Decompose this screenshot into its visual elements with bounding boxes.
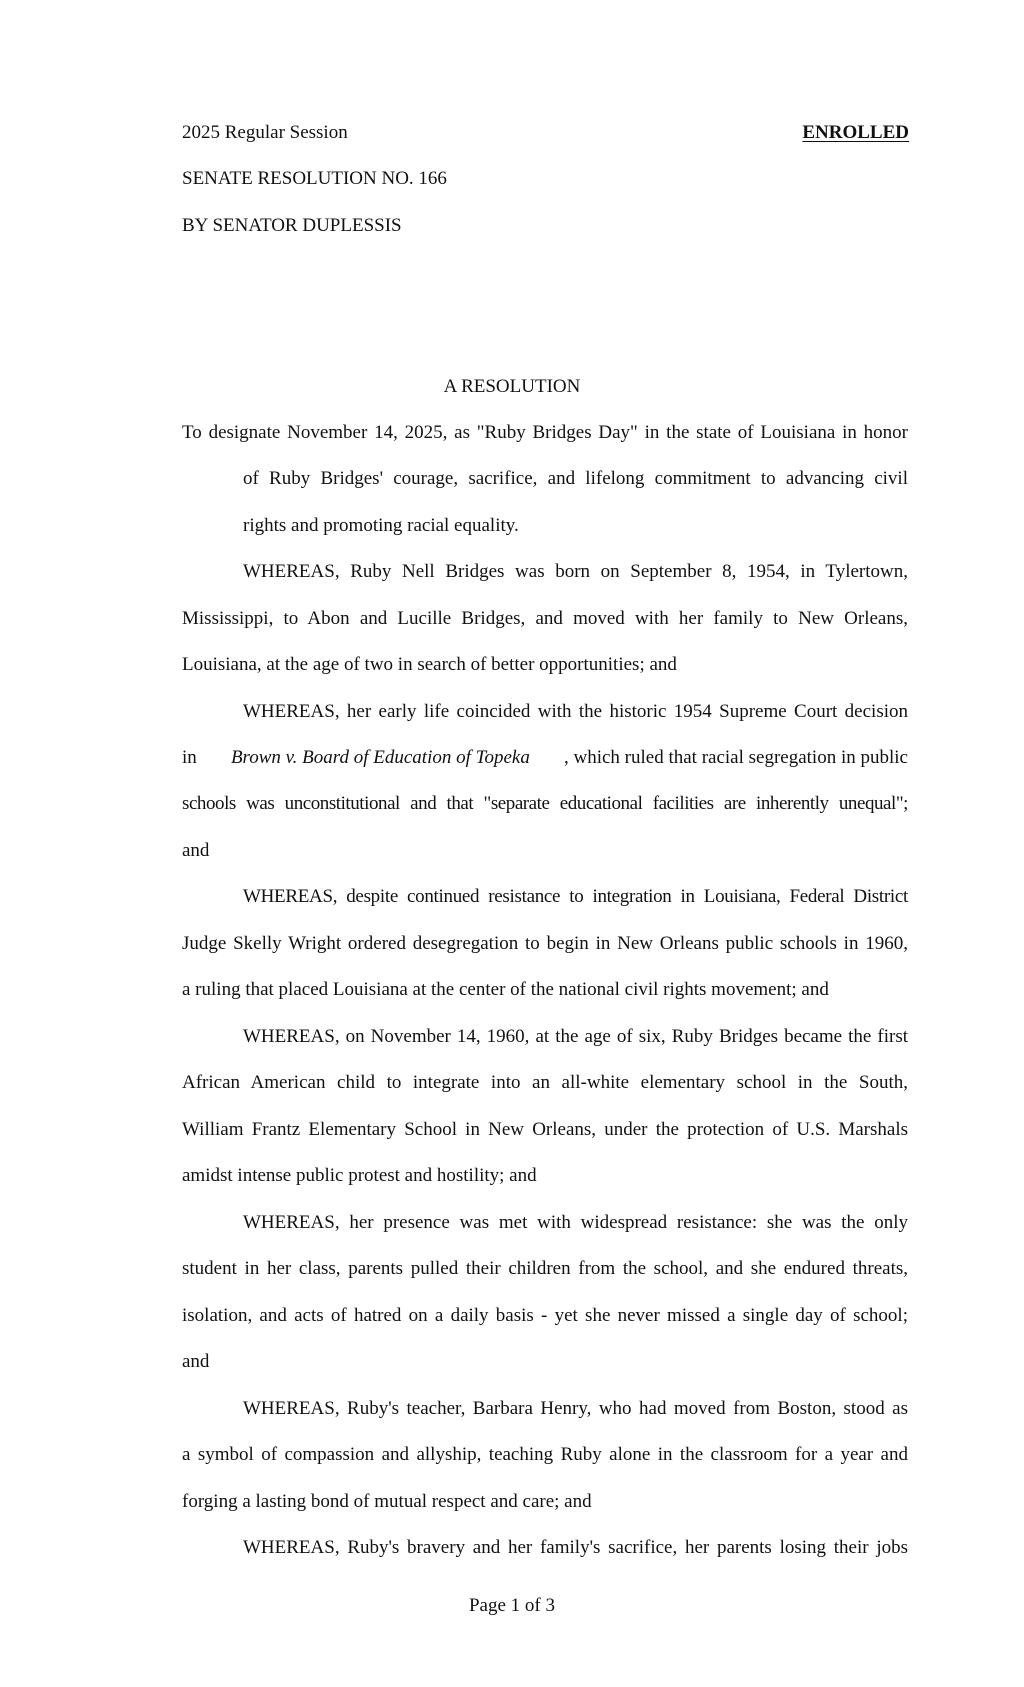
body-line: amidst intense public protest and hostility; and (182, 1165, 537, 1186)
body-line: WHEREAS, her presence was met with widespread resistance: she was the only (243, 1212, 908, 1233)
body-line: student in her class, parents pulled their children from the school, and she endured threats, (182, 1258, 908, 1279)
session-label: 2025 Regular Session (182, 122, 348, 143)
body-line: African American child to integrate into an all-white elementary school in the South, (182, 1072, 908, 1093)
body-line: WHEREAS, her early life coincided with the historic 1954 Supreme Court decision (243, 701, 908, 722)
body-line: a symbol of compassion and allyship, teaching Ruby alone in the classroom for a year and (182, 1444, 908, 1465)
body-line: WHEREAS, Ruby Nell Bridges was born on September 8, 1954, in Tylertown, (243, 561, 908, 582)
body-line: of Ruby Bridges' courage, sacrifice, and lifelong commitment to advancing civil (243, 468, 908, 489)
body-line: Judge Skelly Wright ordered desegregation to begin in New Orleans public schools in 1960, (182, 933, 908, 954)
body-line: isolation, and acts of hatred on a daily basis - yet she never missed a single day of school; (182, 1305, 908, 1326)
body-line: WHEREAS, Ruby's bravery and her family's sacrifice, her parents losing their jobs (243, 1537, 908, 1558)
page-number: Page 1 of 3 (468, 1595, 555, 1616)
body-line-part: in (182, 747, 197, 768)
body-line: William Frantz Elementary School in New Orleans, under the protection of U.S. Marshals (182, 1119, 908, 1140)
body-line: WHEREAS, despite continued resistance to integration in Louisiana, Federal District (243, 886, 908, 907)
body-line: WHEREAS, Ruby's teacher, Barbara Henry, who had moved from Boston, stood as (243, 1398, 908, 1419)
body-line: forging a lasting bond of mutual respect and care; and (182, 1491, 592, 1512)
body-line: Louisiana, at the age of two in search of better opportunities; and (182, 654, 677, 675)
body-line-case-citation (182, 746, 908, 770)
body-line: Mississippi, to Abon and Lucille Bridges, and moved with her family to New Orleans, (182, 608, 908, 629)
resolution-number: SENATE RESOLUTION NO. 166 (182, 168, 447, 189)
body-line: schools was unconstitutional and that "separate educational facilities are inherently unequal"; (182, 793, 908, 814)
body-line-part: , which ruled that racial segregation in public (563, 747, 908, 768)
body-line: To designate November 14, 2025, as "Ruby Bridges Day" in the state of Louisiana in honor (182, 422, 908, 443)
case-citation: Brown v. Board of Education of Topeka (230, 747, 530, 768)
body-line: and (182, 1351, 210, 1372)
body-line: rights and promoting racial equality. (243, 515, 519, 536)
body-line: WHEREAS, on November 14, 1960, at the age of six, Ruby Bridges became the first (243, 1026, 908, 1047)
enrolled-status: ENROLLED (802, 122, 909, 143)
document-title: A RESOLUTION (443, 376, 581, 397)
body-line: a ruling that placed Louisiana at the center of the national civil rights movement; and (182, 979, 829, 1000)
body-line: and (182, 840, 210, 861)
resolution-author: BY SENATOR DUPLESSIS (182, 215, 402, 236)
